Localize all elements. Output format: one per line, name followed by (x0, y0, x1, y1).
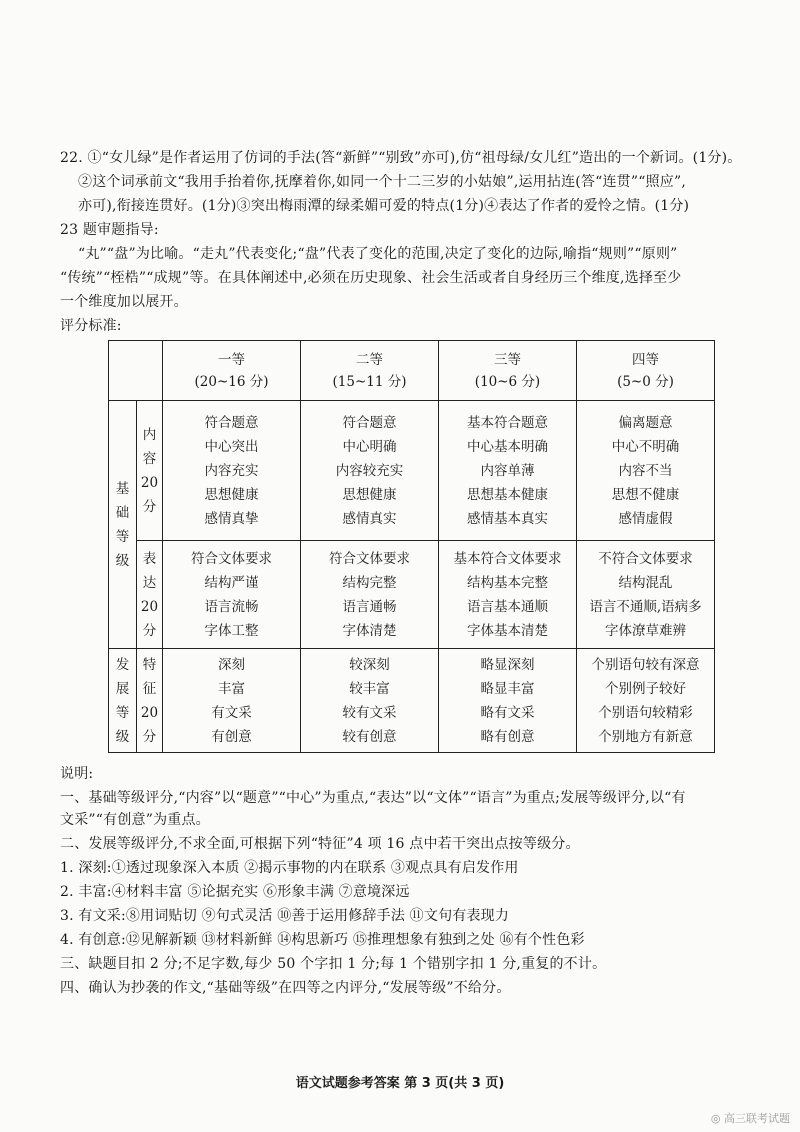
q23-title: 23 题审题指导: (60, 222, 159, 238)
cell-line: 语言基本通顺 (467, 598, 548, 615)
cell-line: 感情虚假 (618, 510, 673, 527)
cell-line: 内容不当 (618, 462, 673, 479)
point-1: 1. 深刻:①透过现象深入本质 ②揭示事物的内在联系 ③观点具有启发作用 (60, 860, 519, 876)
cell-line: 深刻 (218, 656, 245, 673)
cell-line: 字体潦草难辨 (605, 622, 686, 639)
grade-header-3: 三等 (10~6 分) (439, 341, 577, 401)
vertical-char: 分 (142, 498, 157, 515)
vertical-char: 20 (140, 704, 159, 721)
vertical-char: 分 (142, 622, 157, 639)
cell-line: 丰富 (218, 680, 245, 697)
q23-line-2: “传统”“桎梏”“成规”等。在具体阐述中,必须在历史现象、社会生活或者自身经历三个维度,选择至少 (60, 270, 682, 286)
feature-grade-2 (301, 649, 439, 753)
cell-line: 个别语句较精彩 (598, 704, 693, 721)
note-2: 二、发展等级评分,不求全面,可根据下列“特征”4 项 16 点中若干突出点按等级分。 (60, 836, 580, 852)
cell-line: 思想不健康 (611, 486, 680, 503)
basic-level-label (109, 401, 137, 649)
vertical-char: 分 (142, 728, 157, 745)
cell-line: 个别例子较好 (605, 680, 686, 697)
cell-line: 结构基本完整 (467, 574, 548, 591)
page-footer: 语文试题参考答案 第 3 页(共 3 页) (295, 1076, 505, 1091)
cell-line: 略有创意 (480, 728, 535, 745)
grade-header-1: 一等 (20~16 分) (163, 341, 301, 401)
content-grade-1 (163, 401, 301, 541)
note-4: 四、确认为抄袭的作文,“基础等级”在四等之内评分,“发展等级”不给分。 (60, 980, 511, 996)
content-grade-3 (439, 401, 577, 541)
vertical-char: 级 (115, 552, 130, 569)
cell-line: 结构混乱 (618, 574, 673, 591)
cell-line: 基本符合题意 (467, 414, 548, 431)
vertical-char: 20 (140, 598, 159, 615)
q22-line-3: 亦可),衔接连贯好。(1分)③突出梅雨潭的绿柔媚可爱的特点(1分)④表达了作者的爱怜之情。(1分) (78, 198, 690, 214)
q23-line-3: 一个维度加以展开。 (60, 294, 188, 310)
cell-line: 字体工整 (204, 622, 259, 639)
expression-grade-2 (301, 541, 439, 649)
cell-line: 较深刻 (349, 656, 390, 673)
note-1-line-1: 一、基础等级评分,“内容”以“题意”“中心”为重点,“表达”以“文体”“语言”为重点;发展等级评分,以“有 (60, 790, 686, 806)
vertical-char: 容 (142, 450, 157, 467)
cell-line: 中心明确 (342, 438, 397, 455)
expression-grade-1 (163, 541, 301, 649)
cell-line: 感情真挚 (204, 510, 259, 527)
cell-line: 符合文体要求 (191, 550, 272, 567)
content-sub-label (137, 401, 163, 541)
cell-line: 字体清楚 (342, 622, 397, 639)
point-3: 3. 有文采:⑧用词贴切 ⑨句式灵活 ⑩善于运用修辞手法 ⑪文句有表现力 (60, 908, 510, 924)
point-2: 2. 丰富:④材料丰富 ⑤论据充实 ⑥形象丰满 ⑦意境深远 (60, 884, 410, 900)
vertical-char: 达 (142, 574, 157, 591)
cell-line: 结构严谨 (204, 574, 259, 591)
content-grade-2 (301, 401, 439, 541)
vertical-char: 表 (142, 550, 157, 567)
feature-grade-3 (439, 649, 577, 753)
point-4: 4. 有创意:⑫见解新颖 ⑬材料新鲜 ⑭构思新巧 ⑮推理想象有独到之处 ⑯有个性色彩 (60, 932, 585, 948)
cell-line: 中心基本明确 (467, 438, 548, 455)
cell-line: 偏离题意 (618, 414, 673, 431)
feature-grade-1 (163, 649, 301, 753)
cell-line: 结构完整 (342, 574, 397, 591)
expression-grade-4 (577, 541, 715, 649)
notes-title: 说明: (60, 766, 94, 782)
q23-line-1: “丸”“盘”为比喻。“走丸”代表变化;“盘”代表了变化的范围,决定了变化的边际,喻指“规则”“原则” (78, 246, 678, 262)
note-1-line-2: 文采”“有创意”为重点。 (60, 812, 210, 828)
grading-table (108, 340, 715, 753)
expression-grade-3 (439, 541, 577, 649)
cell-line: 符合题意 (342, 414, 397, 431)
vertical-char: 特 (142, 656, 157, 673)
vertical-char: 20 (140, 474, 159, 491)
feature-sub-label (137, 649, 163, 753)
cell-line: 字体基本清楚 (467, 622, 548, 639)
table-row-content (109, 401, 715, 541)
cell-line: 略显丰富 (480, 680, 535, 697)
vertical-char: 基 (115, 480, 130, 497)
cell-line: 符合文体要求 (329, 550, 410, 567)
cell-line: 个别地方有新意 (598, 728, 693, 745)
cell-line: 较有文采 (342, 704, 397, 721)
cell-line: 思想健康 (204, 486, 259, 503)
vertical-char: 征 (142, 680, 157, 697)
content-grade-4 (577, 401, 715, 541)
cell-line: 符合题意 (204, 414, 259, 431)
cell-line: 略有文采 (480, 704, 535, 721)
watermark: ◎ 高三联考试题 (710, 1112, 790, 1125)
cell-line: 有文采 (211, 704, 252, 721)
table-header-row (109, 341, 715, 401)
cell-line: 语言不通顺,语病多 (589, 598, 702, 615)
cell-line: 不符合文体要求 (598, 550, 693, 567)
cell-line: 基本符合文体要求 (453, 550, 562, 567)
vertical-char: 级 (115, 728, 130, 745)
cell-line: 语言通畅 (342, 598, 397, 615)
expression-sub-label (137, 541, 163, 649)
vertical-char: 展 (115, 680, 130, 697)
cell-line: 个别语句较有深意 (591, 656, 700, 673)
cell-line: 中心不明确 (611, 438, 680, 455)
cell-line: 感情真实 (342, 510, 397, 527)
criteria-title: 评分标准: (60, 318, 122, 334)
vertical-char: 等 (115, 528, 130, 545)
cell-line: 有创意 (211, 728, 252, 745)
cell-line: 内容较充实 (335, 462, 404, 479)
cell-line: 较有创意 (342, 728, 397, 745)
q22-line-2: ②这个词承前文“我用手抬着你,抚摩着你,如同一个十二三岁的小姑娘”,运用拈连(答“连贯”“照应”, (78, 174, 687, 190)
cell-line: 中心突出 (204, 438, 259, 455)
vertical-char: 发 (115, 656, 130, 673)
cell-line: 内容单薄 (480, 462, 535, 479)
vertical-char: 等 (115, 704, 130, 721)
cell-line: 思想健康 (342, 486, 397, 503)
grade-header-2: 二等 (15~11 分) (301, 341, 439, 401)
q22-line-1: 22. ①“女儿绿”是作者运用了仿词的手法(答“新鲜”“别致”亦可),仿“祖母绿/女儿红”造出的一个新词。(1分)。 (60, 150, 742, 166)
table-row-feature (109, 649, 715, 753)
cell-line: 语言流畅 (204, 598, 259, 615)
table-row-expression (109, 541, 715, 649)
vertical-char: 内 (142, 426, 157, 443)
feature-grade-4 (577, 649, 715, 753)
cell-line: 较丰富 (349, 680, 390, 697)
table-corner (109, 341, 163, 401)
grade-header-4: 四等 (5~0 分) (577, 341, 715, 401)
note-3: 三、缺题目扣 2 分;不足字数,每少 50 个字扣 1 分;每 1 个错别字扣 1 分,重复的不计。 (60, 956, 607, 972)
cell-line: 略显深刻 (480, 656, 535, 673)
cell-line: 内容充实 (204, 462, 259, 479)
cell-line: 感情基本真实 (467, 510, 548, 527)
development-level-label (109, 649, 137, 753)
cell-line: 思想基本健康 (467, 486, 548, 503)
vertical-char: 础 (115, 504, 130, 521)
